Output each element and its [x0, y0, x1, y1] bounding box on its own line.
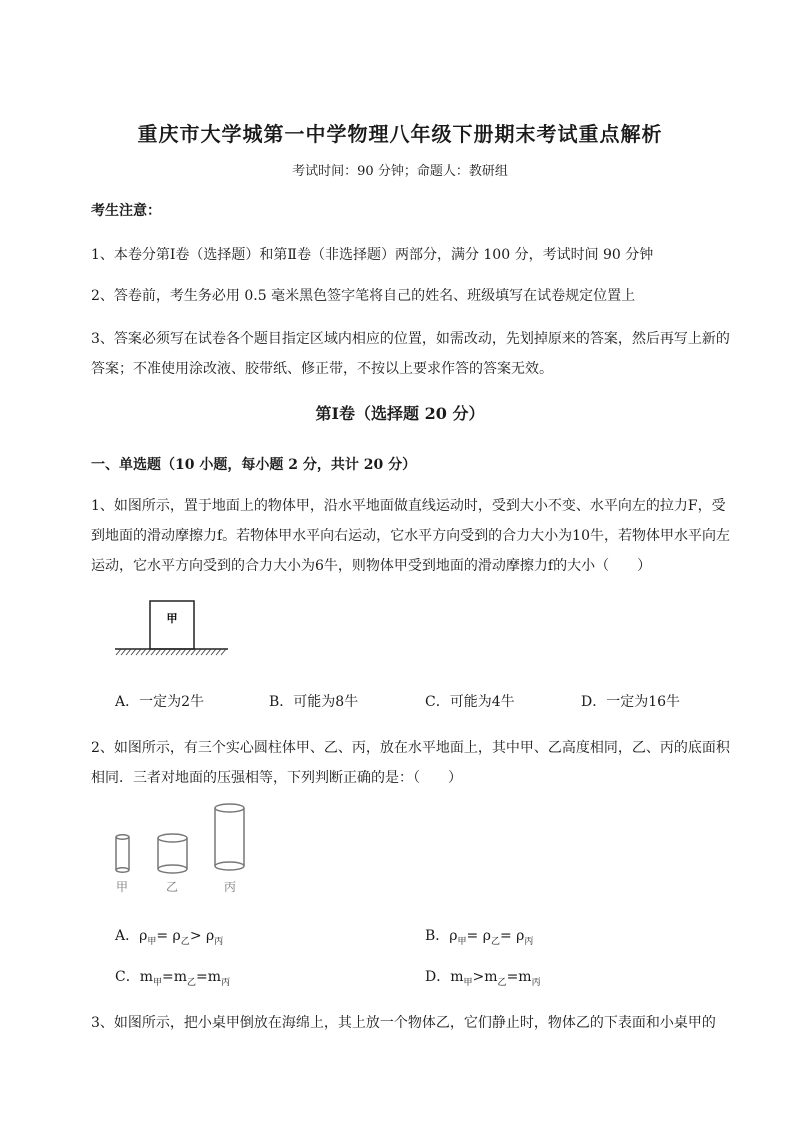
notice-item-2: 2、答卷前，考生务必用 0.5 毫米黑色签字笔将自己的姓名、班级填写在试卷规定位置上: [91, 288, 636, 304]
notice-item-3: 3、答案必须写在试卷各个题目指定区域内相应的位置，如需改动，先划掉原来的答案，然后再写上新的答案；不准使用涂改液、胶带纸、修正带，不按以上要求作答的答案无效。: [91, 331, 730, 377]
block-jia: [150, 601, 194, 649]
section-title: 第I卷（选择题 20 分）: [315, 404, 485, 423]
q1-option-c: C．可能为4牛: [425, 694, 515, 710]
q1-option-b: B．可能为8牛: [269, 694, 359, 710]
ground-hatch: [116, 649, 226, 655]
q2-option-b: B．$\rho_甲= \rho_乙= \rho_丙$: [425, 928, 534, 947]
q2-option-a: A．$\rho_甲= \rho_乙> \rho_丙$: [115, 928, 224, 947]
label-yi: 乙: [165, 880, 179, 894]
question-2-text: 2、如图所示，有三个实心圆柱体甲、乙、丙，放在水平地面上，其中甲、乙高度相同，乙、丙的底面积相同．三者对地面的压强相等，下列判断正确的是：（ ）: [91, 740, 730, 786]
q1-figure: [110, 596, 235, 660]
cylinder-jia: [116, 835, 129, 872]
q1-option-a: A．一定为2牛: [115, 694, 205, 710]
label-jia: 甲: [115, 880, 129, 894]
q2-figure: [108, 798, 258, 898]
cylinder-yi: [158, 834, 187, 873]
question-3-text: 3、如图所示，把小桌甲倒放在海绵上，其上放一个物体乙，它们静止时，物体乙的下表面和小桌甲的: [91, 1015, 716, 1031]
notice-item-1: 1、本卷分第I卷（选择题）和第Ⅱ卷（非选择题）两部分，满分 100 分，考试时间 90 分钟: [91, 247, 654, 263]
part-heading: 一、单选题（10 小题，每小题 2 分，共计 20 分）: [91, 457, 417, 473]
label-bing: 丙: [223, 880, 237, 894]
q2-option-c: C．$m_甲=m_乙=m_丙$: [115, 969, 231, 988]
q1-option-d: D．一定为16牛: [581, 694, 681, 710]
page-title: 重庆市大学城第一中学物理八年级下册期末考试重点解析: [137, 122, 663, 146]
question-1-text: 1、如图所示，置于地面上的物体甲，沿水平地面做直线运动时，受到大小不变、水平向左的拉力F，受到地面的滑动摩擦力f。若物体甲水平向右运动，它水平方向受到的合力大小为10牛，若物体甲水平向左运动，它水平方向受到的合力大小为6牛，则物体甲受到地面的滑动摩擦力f的大小（ ）: [91, 498, 730, 574]
cylinder-bing: [215, 804, 244, 870]
exam-info: 考试时间：90 分钟；命题人：教研组: [292, 164, 508, 179]
q2-option-d: D．$m_甲>m_乙=m_丙$: [425, 969, 541, 988]
block-label: 甲: [166, 612, 178, 625]
notice-heading: 考生注意：: [91, 203, 161, 219]
